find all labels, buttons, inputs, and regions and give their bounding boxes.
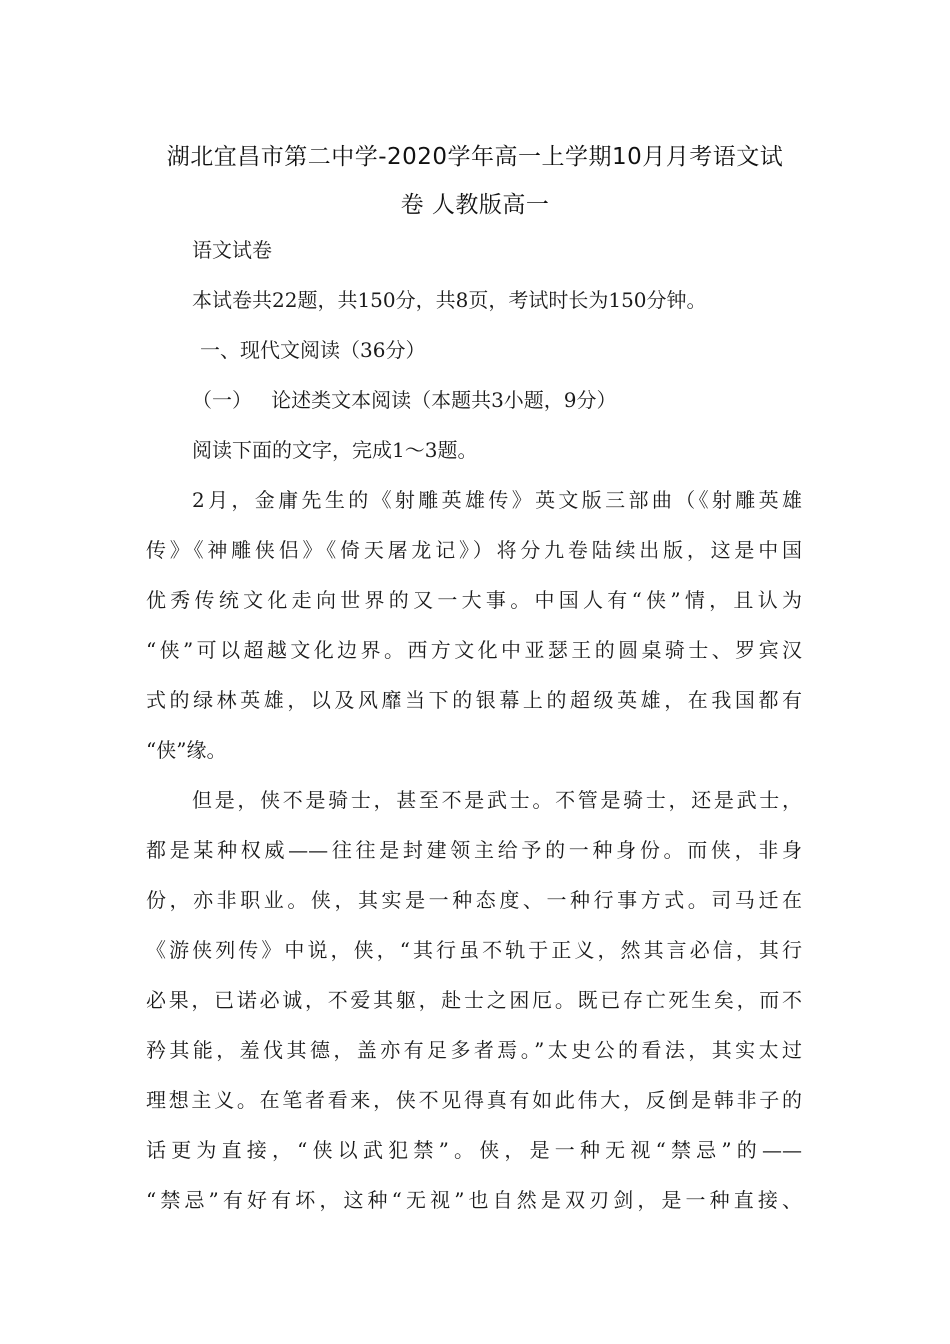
document-title-line-2: 卷 人教版高一 xyxy=(400,192,550,218)
document-title-line-1: 湖北宜昌市第二中学-2020学年高一上学期10月月考语文试 xyxy=(166,144,784,170)
paragraph-line: 理想主义。在笔者看来，侠不见得真有如此伟大，反倒是韩非子的 xyxy=(146,1088,802,1112)
paragraph-line: 都是某种权威——往往是封建领主给予的一种身份。而侠，非身 xyxy=(146,838,802,862)
paragraph-line: “侠”可以超越文化边界。西方文化中亚瑟王的圆桌骑士、罗宾汉 xyxy=(146,638,802,662)
paragraph-line: 优秀传统文化走向世界的又一大事。中国人有“侠”情，且认为 xyxy=(146,588,802,612)
paragraph-line: 《游侠列传》中说，侠，“其行虽不轨于正义，然其言必信，其行 xyxy=(146,938,802,962)
paragraph-line: 必果，已诺必诚，不爱其躯，赴士之困厄。既已存亡死生矣，而不 xyxy=(146,988,802,1012)
paragraph-line: “侠”缘。 xyxy=(146,738,227,762)
subject-label: 语文试卷 xyxy=(192,238,272,262)
paragraph-line: 话更为直接，“侠以武犯禁”。侠，是一种无视“禁忌”的—— xyxy=(146,1138,802,1162)
section-heading: 一、现代文阅读（36分） xyxy=(200,338,426,362)
exam-info: 本试卷共22题，共150分，共8页，考试时长为150分钟。 xyxy=(192,288,707,312)
reading-instruction: 阅读下面的文字，完成1～3题。 xyxy=(192,438,478,462)
paragraph-line: 2月，金庸先生的《射雕英雄传》英文版三部曲（《射雕英雄 xyxy=(192,488,802,512)
paragraph-line: 传》《神雕侠侣》《倚天屠龙记》）将分九卷陆续出版，这是中国 xyxy=(146,538,802,562)
subsection-heading: （一） 论述类文本阅读（本题共3小题，9分） xyxy=(192,388,617,412)
paragraph-line: 矜其能，羞伐其德，盖亦有足多者焉。”太史公的看法，其实太过 xyxy=(146,1038,802,1062)
paragraph-line: “禁忌”有好有坏，这种“无视”也自然是双刃剑，是一种直接、 xyxy=(146,1188,802,1212)
paragraph-line: 份，亦非职业。侠，其实是一种态度、一种行事方式。司马迁在 xyxy=(146,888,802,912)
paragraph-line: 式的绿林英雄，以及风靡当下的银幕上的超级英雄，在我国都有 xyxy=(146,688,802,712)
paragraph-line: 但是，侠不是骑士，甚至不是武士。不管是骑士，还是武士， xyxy=(192,788,802,812)
